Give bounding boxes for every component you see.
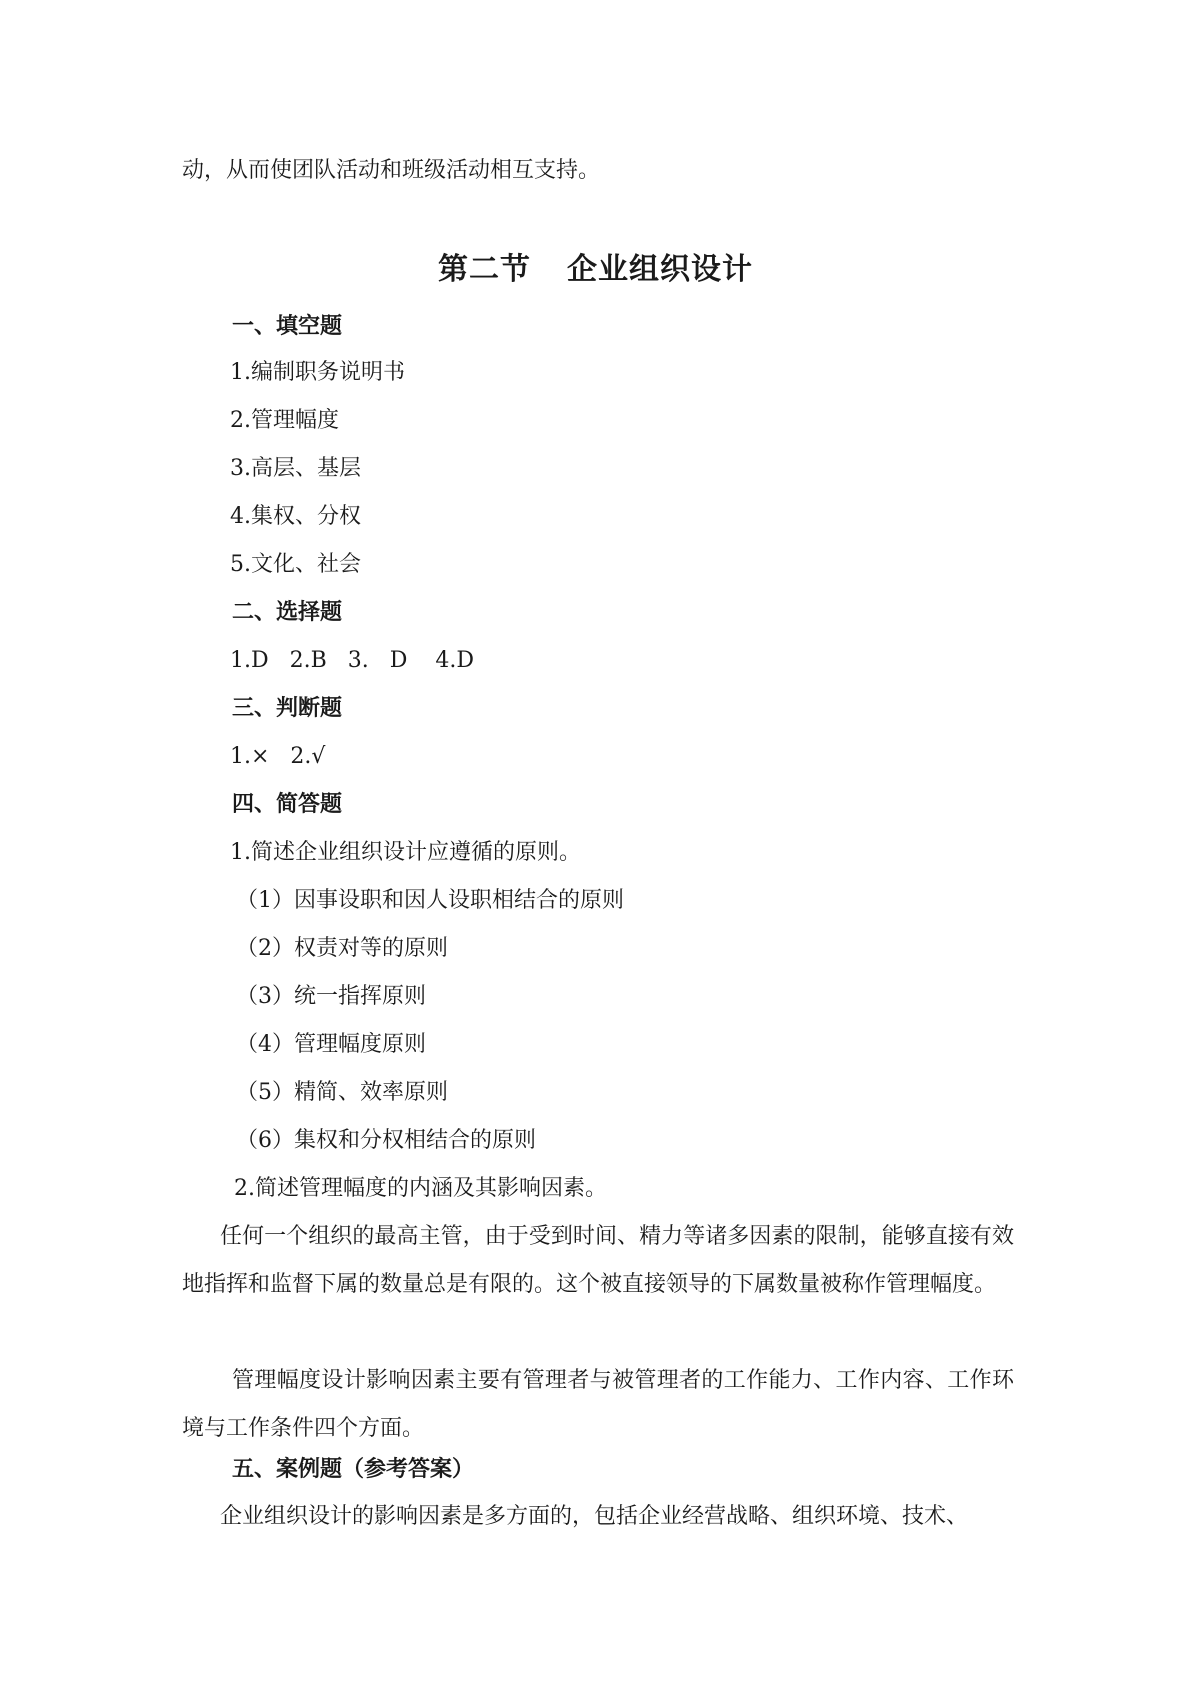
principle-item: （6）集权和分权相结合的原则 bbox=[236, 1128, 536, 1153]
principle-item: （2）权责对等的原则 bbox=[236, 936, 448, 961]
section-title bbox=[0, 250, 1191, 290]
short-question-2: 2.简述管理幅度的内涵及其影响因素。 bbox=[234, 1176, 607, 1201]
principle-item: （5）精简、效率原则 bbox=[236, 1080, 448, 1105]
heading-multiple-choice: 二、选择题 bbox=[232, 600, 343, 625]
principle-item: （1）因事设职和因人设职相结合的原则 bbox=[236, 888, 624, 913]
heading-short-answer: 四、简答题 bbox=[232, 792, 343, 817]
section-title-number: 第二节 bbox=[438, 252, 531, 287]
true-false-answers: 1.× 2.√ bbox=[230, 744, 326, 769]
answer-paragraph-1: 任何一个组织的最高主管，由于受到时间、精力等诸多因素的限制，能够直接有效地指挥和监督下属的数量总是有限的。这个被直接领导的下属数量被称作管理幅度。 bbox=[182, 1224, 1014, 1297]
heading-fill-in-blank: 一、填空题 bbox=[232, 314, 343, 339]
fill-answer-1: 1.编制职务说明书 bbox=[230, 360, 405, 385]
fill-answer-4: 4.集权、分权 bbox=[230, 504, 361, 529]
short-question-1: 1.简述企业组织设计应遵循的原则。 bbox=[230, 840, 581, 865]
heading-case-study: 五、案例题（参考答案） bbox=[232, 1457, 475, 1482]
fill-answer-2: 2.管理幅度 bbox=[230, 408, 339, 433]
principle-item: （4）管理幅度原则 bbox=[236, 1032, 426, 1057]
fill-answer-5: 5.文化、社会 bbox=[230, 552, 361, 577]
case-answer-text: 企业组织设计的影响因素是多方面的，包括企业经营战略、组织环境、技术、 bbox=[220, 1504, 969, 1529]
choice-answers: 1.D 2.B 3. D 4.D bbox=[230, 648, 474, 673]
section-title-text: 企业组织设计 bbox=[567, 252, 753, 287]
fill-answer-3: 3.高层、基层 bbox=[230, 456, 361, 481]
answer-paragraph-2: 管理幅度设计影响因素主要有管理者与被管理者的工作能力、工作内容、工作环境与工作条件四个方面。 bbox=[182, 1368, 1014, 1441]
principle-item: （3）统一指挥原则 bbox=[236, 984, 426, 1009]
continuation-line: 动，从而使团队活动和班级活动相互支持。 bbox=[182, 158, 601, 183]
heading-true-false: 三、判断题 bbox=[232, 696, 343, 721]
